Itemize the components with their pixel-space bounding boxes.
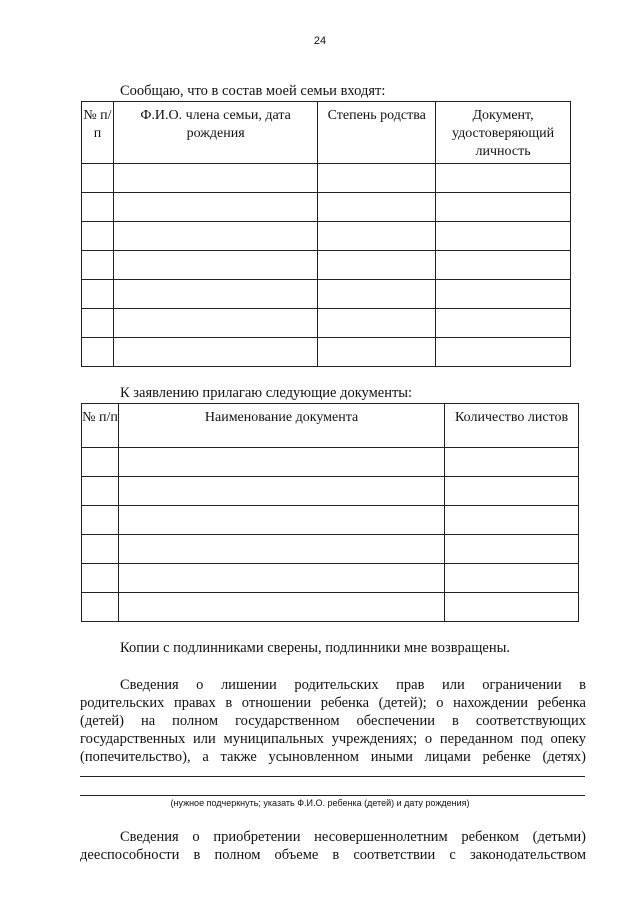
table-row xyxy=(82,193,571,222)
paragraph-line: (детей) на полном государственном обеспечении в соответствующих xyxy=(80,713,586,729)
table-row xyxy=(82,477,579,506)
table-cell[interactable] xyxy=(113,222,317,251)
table-cell[interactable] xyxy=(82,193,114,222)
fill-line-1 xyxy=(80,776,585,777)
table-cell[interactable] xyxy=(445,506,579,535)
table-cell[interactable] xyxy=(118,506,444,535)
table-cell[interactable] xyxy=(118,477,444,506)
table-cell[interactable] xyxy=(82,535,119,564)
fill-line-2 xyxy=(80,795,585,796)
table-cell[interactable] xyxy=(436,309,571,338)
table-cell[interactable] xyxy=(318,280,436,309)
table-cell[interactable] xyxy=(118,535,444,564)
table-row xyxy=(82,535,579,564)
family-table-body xyxy=(82,164,571,367)
table-cell[interactable] xyxy=(445,564,579,593)
family-col-number: № п/п xyxy=(82,102,114,164)
paragraph-line: дееспособности в полном объеме в соответствии с законодательством xyxy=(80,847,586,863)
table-row xyxy=(82,593,579,622)
table-cell[interactable] xyxy=(82,280,114,309)
documents-col-sheets: Количество листов xyxy=(445,404,579,448)
table-cell[interactable] xyxy=(118,448,444,477)
table-cell[interactable] xyxy=(82,222,114,251)
table-cell[interactable] xyxy=(318,251,436,280)
paragraph-line: (попечительство), а также усыновленном иными лицами ребенке (детях) xyxy=(80,749,586,765)
paragraph-line: Сведения о лишении родительских прав или ограничении в xyxy=(120,677,586,693)
table-row xyxy=(82,222,571,251)
table-cell[interactable] xyxy=(82,564,119,593)
documents-col-number: № п/п xyxy=(82,404,119,448)
paragraph-line: государственных или муниципальных учреждениях; о переданном под опеку xyxy=(80,731,586,747)
table-row xyxy=(82,338,571,367)
table-cell[interactable] xyxy=(113,338,317,367)
table-row xyxy=(82,309,571,338)
table-cell[interactable] xyxy=(82,251,114,280)
table-row xyxy=(82,506,579,535)
family-col-relation: Степень родства xyxy=(318,102,436,164)
table-cell[interactable] xyxy=(445,535,579,564)
paragraph-line: Сведения о приобретении несовершеннолетним ребенком (детьми) xyxy=(120,829,586,845)
family-col-name: Ф.И.О. члена семьи, дата рождения xyxy=(113,102,317,164)
documents-table-body xyxy=(82,448,579,622)
page-number: 24 xyxy=(313,35,327,47)
table-cell[interactable] xyxy=(318,222,436,251)
table-cell[interactable] xyxy=(318,164,436,193)
table-cell[interactable] xyxy=(436,193,571,222)
documents-col-name: Наименование документа xyxy=(118,404,444,448)
table-cell[interactable] xyxy=(445,477,579,506)
fill-note: (нужное подчеркнуть; указать Ф.И.О. ребенка (детей) и дату рождения) xyxy=(170,798,470,808)
table-cell[interactable] xyxy=(318,309,436,338)
table-cell[interactable] xyxy=(436,280,571,309)
table-cell[interactable] xyxy=(118,564,444,593)
table-cell[interactable] xyxy=(113,309,317,338)
table-cell[interactable] xyxy=(113,251,317,280)
table-cell[interactable] xyxy=(445,448,579,477)
family-intro: Сообщаю, что в состав моей семьи входят: xyxy=(120,83,386,99)
table-row xyxy=(82,251,571,280)
table-row xyxy=(82,564,579,593)
table-cell[interactable] xyxy=(82,448,119,477)
table-row xyxy=(82,164,571,193)
table-cell[interactable] xyxy=(82,593,119,622)
capacity-paragraph xyxy=(80,828,586,864)
table-cell[interactable] xyxy=(82,477,119,506)
table-cell[interactable] xyxy=(113,164,317,193)
table-cell[interactable] xyxy=(445,593,579,622)
copies-statement: Копии с подлинниками сверены, подлинники мне возвращены. xyxy=(120,640,510,656)
parental-rights-paragraph xyxy=(80,676,586,766)
table-cell[interactable] xyxy=(82,506,119,535)
table-cell[interactable] xyxy=(436,251,571,280)
table-cell[interactable] xyxy=(436,222,571,251)
table-row xyxy=(82,280,571,309)
family-table xyxy=(81,101,571,367)
table-cell[interactable] xyxy=(113,193,317,222)
table-row xyxy=(82,448,579,477)
documents-intro: К заявлению прилагаю следующие документы: xyxy=(120,385,413,401)
documents-table xyxy=(81,403,579,622)
paragraph-line: родительских правах в отношении ребенка (детей); о нахождении ребенка xyxy=(80,695,586,711)
table-cell[interactable] xyxy=(318,338,436,367)
table-cell[interactable] xyxy=(82,338,114,367)
table-cell[interactable] xyxy=(436,164,571,193)
table-cell[interactable] xyxy=(118,593,444,622)
table-cell[interactable] xyxy=(318,193,436,222)
family-col-id-document: Документ, удостоверяющий личность xyxy=(436,102,571,164)
table-cell[interactable] xyxy=(82,309,114,338)
table-cell[interactable] xyxy=(436,338,571,367)
table-cell[interactable] xyxy=(82,164,114,193)
table-cell[interactable] xyxy=(113,280,317,309)
